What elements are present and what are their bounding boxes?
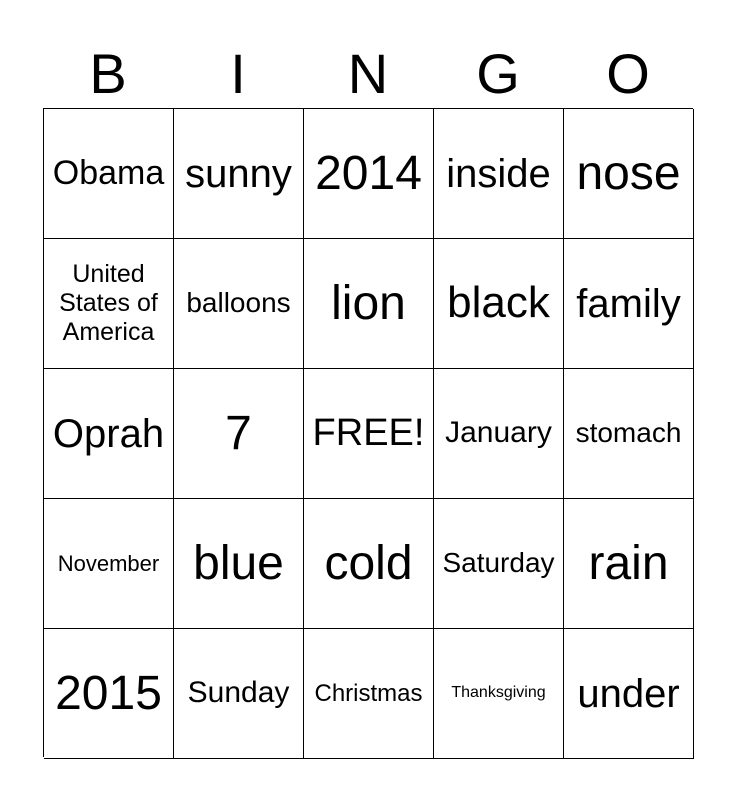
bingo-cell-r3-c3[interactable]: FREE! (304, 369, 434, 499)
bingo-cell-r2-c2[interactable]: balloons (174, 239, 304, 369)
header-letter-g: G (476, 42, 520, 105)
bingo-cell-r2-c4[interactable]: black (434, 239, 564, 369)
bingo-cell-r5-c1[interactable]: 2015 (44, 629, 174, 759)
header-letter-b: B (89, 42, 127, 105)
header-letter-i: I (230, 42, 246, 105)
bingo-cell-r4-c1[interactable]: November (44, 499, 174, 629)
bingo-cell-r4-c2[interactable]: blue (174, 499, 304, 629)
bingo-cell-r5-c4[interactable]: Thanksgiving (434, 629, 564, 759)
bingo-cell-r3-c1[interactable]: Oprah (44, 369, 174, 499)
bingo-cell-r3-c5[interactable]: stomach (564, 369, 694, 499)
bingo-cell-r1-c1[interactable]: Obama (44, 109, 174, 239)
bingo-cell-r5-c2[interactable]: Sunday (174, 629, 304, 759)
bingo-board (43, 108, 693, 757)
bingo-cell-r2-c1[interactable]: United States of America (44, 239, 174, 369)
bingo-cell-r4-c4[interactable]: Saturday (434, 499, 564, 629)
bingo-cell-r2-c5[interactable]: family (564, 239, 694, 369)
bingo-cell-r4-c5[interactable]: rain (564, 499, 694, 629)
bingo-cell-r5-c5[interactable]: under (564, 629, 694, 759)
bingo-cell-r2-c3[interactable]: lion (304, 239, 434, 369)
bingo-cell-r1-c3[interactable]: 2014 (304, 109, 434, 239)
bingo-cell-r1-c5[interactable]: nose (564, 109, 694, 239)
bingo-header (43, 40, 693, 108)
bingo-cell-r5-c3[interactable]: Christmas (304, 629, 434, 759)
bingo-cell-r1-c2[interactable]: sunny (174, 109, 304, 239)
bingo-cell-r3-c2[interactable]: 7 (174, 369, 304, 499)
bingo-cell-r1-c4[interactable]: inside (434, 109, 564, 239)
header-letter-o: O (606, 42, 650, 105)
header-letter-n: N (347, 42, 389, 105)
bingo-cell-r4-c3[interactable]: cold (304, 499, 434, 629)
bingo-cell-r3-c4[interactable]: January (434, 369, 564, 499)
